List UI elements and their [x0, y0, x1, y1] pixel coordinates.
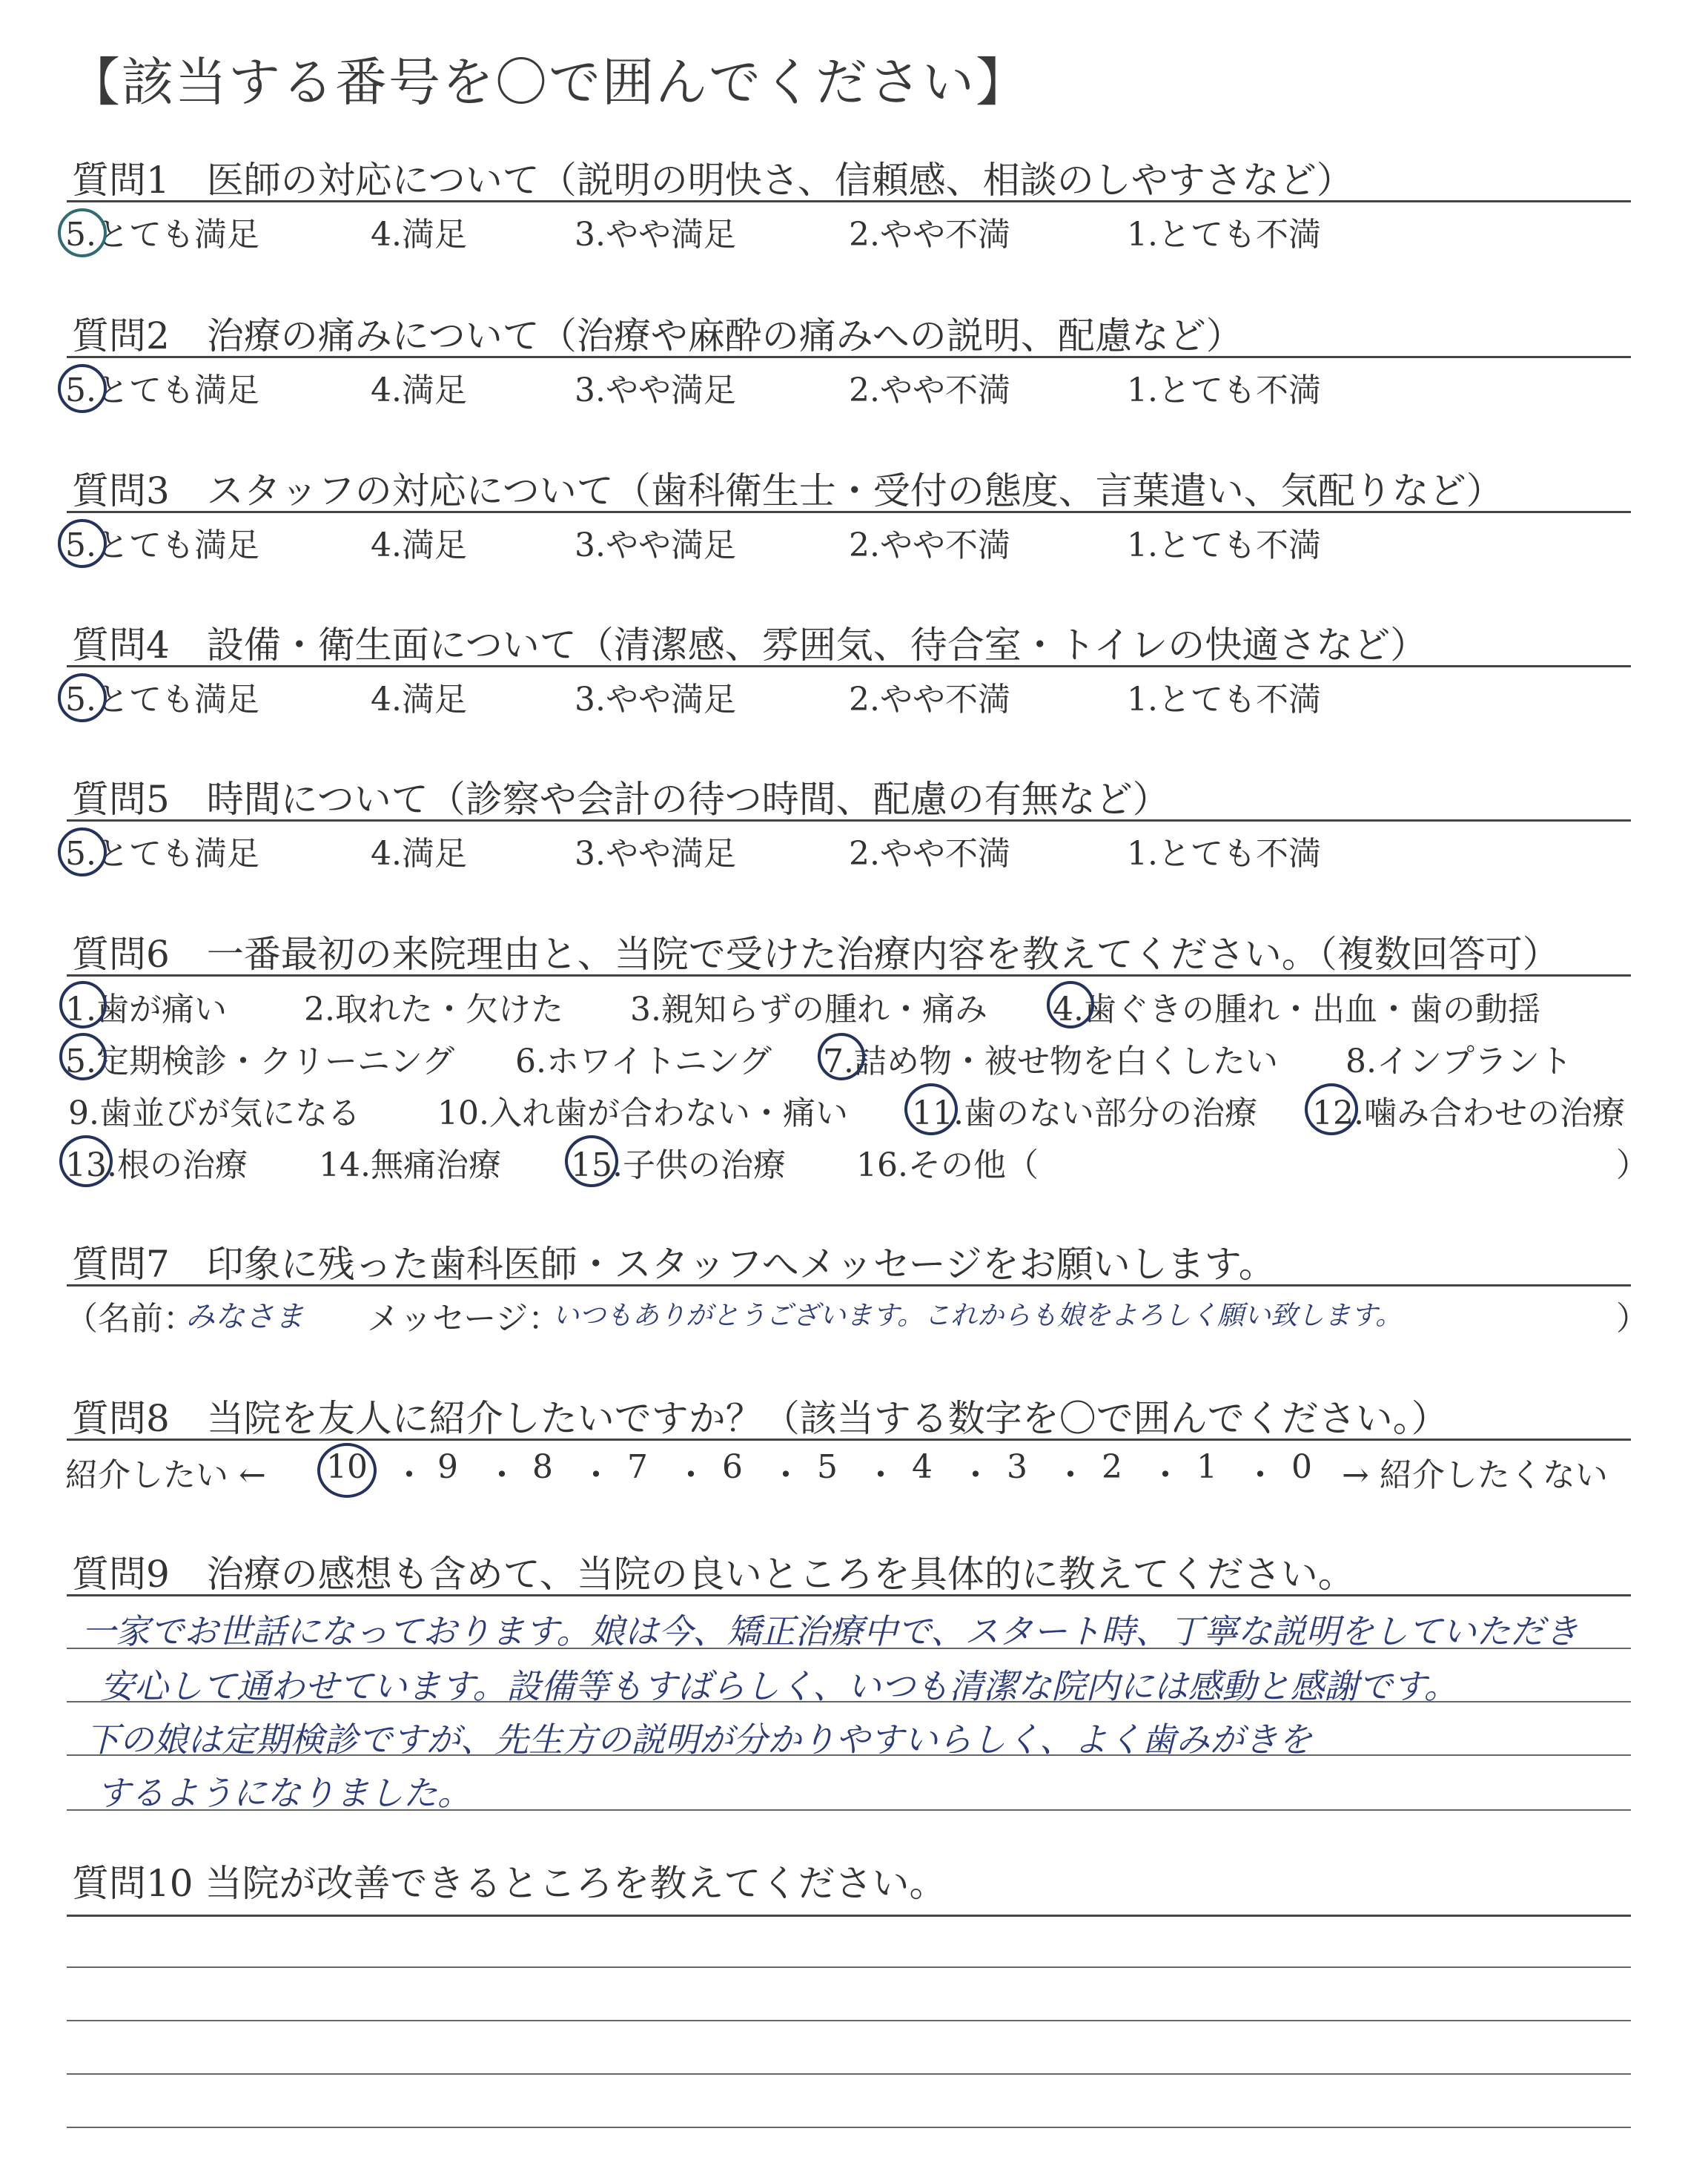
q2-selected-circle	[58, 364, 107, 413]
q3-title: 質問3 スタッフの対応について（歯科衛生士・受付の態度、言葉遣い、気配りなど）	[72, 469, 1503, 512]
q2-option-5[interactable]: 5.とても満足	[65, 371, 259, 409]
q3-selected-circle	[58, 519, 107, 568]
q8-selected-circle	[317, 1443, 377, 1498]
page-title: 【該当する番号を〇で囲んでください】	[68, 52, 1029, 113]
q6-circle-4	[1047, 981, 1094, 1028]
q3-option-5[interactable]: 5.とても満足	[65, 526, 259, 564]
q6-option-9[interactable]: 9.歯並びが気になる	[68, 1094, 360, 1132]
q6-circle-1	[59, 981, 107, 1028]
q3-rule	[67, 511, 1631, 513]
q8-scale-4[interactable]: 4	[912, 1448, 933, 1486]
q6-circle-5	[59, 1033, 107, 1080]
q1-option-1[interactable]: 1.とても不満	[1127, 216, 1321, 254]
q8-right-label: → 紹介したくない	[1342, 1456, 1608, 1494]
q10-rule	[67, 1915, 1631, 1917]
q2-rule	[67, 356, 1631, 358]
q4-option-4[interactable]: 4.満足	[371, 681, 467, 719]
q6-circle-11	[904, 1083, 958, 1135]
q8-scale-1[interactable]: 1	[1196, 1448, 1217, 1486]
q6-option-16[interactable]: 16.その他（	[856, 1146, 1039, 1184]
q5-title: 質問5 時間について（診察や会計の待つ時間、配慮の有無など）	[72, 778, 1170, 821]
q5-option-1[interactable]: 1.とても不満	[1127, 835, 1321, 873]
q8-scale-0[interactable]: 0	[1291, 1448, 1312, 1486]
q6-option-10[interactable]: 10.入れ歯が合わない・痛い	[437, 1094, 848, 1132]
q1-option-3[interactable]: 3.やや満足	[575, 216, 736, 254]
q6-option-1[interactable]: 1.歯が痛い	[65, 991, 227, 1028]
q6-option-13[interactable]: 13.根の治療	[65, 1146, 248, 1184]
q1-option-5[interactable]: 5.とても満足	[65, 216, 259, 254]
q4-selected-circle	[58, 673, 107, 722]
q6-option-15[interactable]: 15.子供の治療	[571, 1146, 786, 1184]
q8-dot: ・	[1244, 1456, 1277, 1494]
q3-option-1[interactable]: 1.とても不満	[1127, 526, 1321, 564]
q6-rule	[67, 974, 1631, 977]
q5-option-4[interactable]: 4.満足	[371, 835, 467, 873]
q9-rule	[67, 1594, 1631, 1596]
q5-selected-circle	[58, 828, 107, 876]
q4-option-5[interactable]: 5.とても満足	[65, 681, 259, 719]
q2-option-4[interactable]: 4.満足	[371, 371, 467, 409]
q2-option-3[interactable]: 3.やや満足	[575, 371, 736, 409]
q7-message-value[interactable]: いつもありがとうございます。これからも娘をよろしく願い致します。	[552, 1301, 1403, 1331]
q6-title: 質問6 一番最初の来院理由と、当院で受けた治療内容を教えてください。（複数回答可）	[72, 933, 1560, 976]
q10-answer-rule	[67, 2127, 1631, 2128]
q1-title: 質問1 医師の対応について（説明の明快さ、信頼感、相談のしやすさなど）	[72, 159, 1354, 202]
q10-answer-rule	[67, 2020, 1631, 2021]
q8-scale-5[interactable]: 5	[817, 1448, 838, 1486]
q7-name-value[interactable]: みなさま	[185, 1300, 304, 1334]
q4-title: 質問4 設備・衛生面について（清潔感、雰囲気、待合室・トイレの快適さなど）	[72, 624, 1428, 667]
q4-option-2[interactable]: 2.やや不満	[849, 681, 1010, 719]
q6-option-14[interactable]: 14.無痛治療	[319, 1146, 501, 1184]
q8-scale-6[interactable]: 6	[722, 1448, 743, 1486]
q6-option-12[interactable]: 12.噛み合わせの治療	[1312, 1094, 1625, 1132]
q9-answer-line-3[interactable]: 下の娘は定期検診ですが、先生方の説明が分かりやすいらしく、よく歯みがきを	[85, 1720, 1313, 1760]
q4-option-3[interactable]: 3.やや満足	[575, 681, 736, 719]
q4-rule	[67, 665, 1631, 667]
q6-option-11[interactable]: 11.歯のない部分の治療	[912, 1094, 1257, 1132]
q8-left-label: 紹介したい ←	[65, 1456, 266, 1494]
q10-title: 質問10 当院が改善できるところを教えてください。	[72, 1862, 947, 1905]
q8-dot: ・	[675, 1456, 707, 1494]
q8-dot: ・	[864, 1456, 897, 1494]
q8-scale-9[interactable]: 9	[437, 1448, 458, 1486]
q9-answer-line-4[interactable]: するようになりました。	[96, 1773, 471, 1813]
q1-option-4[interactable]: 4.満足	[371, 216, 467, 254]
q1-option-2[interactable]: 2.やや不満	[849, 216, 1010, 254]
q7-message-label: メッセージ：	[367, 1300, 561, 1338]
q6-option-6[interactable]: 6.ホワイトニング	[515, 1043, 772, 1080]
q8-dot: ・	[580, 1456, 612, 1494]
q3-option-4[interactable]: 4.満足	[371, 526, 467, 564]
q8-rule	[67, 1439, 1631, 1441]
q6-circle-13	[59, 1135, 113, 1187]
q6-option-5[interactable]: 5.定期検診・クリーニング	[65, 1043, 455, 1080]
q8-dot: ・	[1149, 1456, 1182, 1494]
q6-option-4[interactable]: 4.歯ぐきの腫れ・出血・歯の動揺	[1053, 991, 1540, 1028]
q8-dot: ・	[393, 1456, 426, 1494]
q6-option-7[interactable]: 7.詰め物・被せ物を白くしたい	[823, 1043, 1278, 1080]
q9-answer-line-1[interactable]: 一家でお世話になっております。娘は今、矯正治療中で、スタート時、丁寧な説明をしていただき	[82, 1611, 1579, 1651]
q2-option-2[interactable]: 2.やや不満	[849, 371, 1010, 409]
q8-scale-7[interactable]: 7	[627, 1448, 648, 1486]
q6-option-3[interactable]: 3.親知らずの腫れ・痛み	[630, 991, 987, 1028]
q6-circle-15	[565, 1135, 618, 1187]
q9-title: 質問9 治療の感想も含めて、当院の良いところを具体的に教えてください。	[72, 1553, 1355, 1596]
q6-option-2[interactable]: 2.取れた・欠けた	[304, 991, 563, 1028]
q8-scale-8[interactable]: 8	[532, 1448, 553, 1486]
q10-answer-rule	[67, 2073, 1631, 2075]
q7-rule	[67, 1284, 1631, 1287]
q8-title: 質問8 当院を友人に紹介したいですか？（該当する数字を〇で囲んでください。）	[72, 1397, 1449, 1440]
q5-option-3[interactable]: 3.やや満足	[575, 835, 736, 873]
q1-selected-circle	[58, 208, 107, 257]
q7-title: 質問7 印象に残った歯科医師・スタッフへメッセージをお願いします。	[72, 1243, 1276, 1286]
q8-dot: ・	[1054, 1456, 1087, 1494]
q8-scale-10[interactable]: 10	[326, 1448, 368, 1486]
q2-title: 質問2 治療の痛みについて（治療や麻酔の痛みへの説明、配慮など）	[72, 314, 1243, 357]
q4-option-1[interactable]: 1.とても不満	[1127, 681, 1321, 719]
q8-scale-2[interactable]: 2	[1102, 1448, 1122, 1486]
q6-close-paren: ）	[1616, 1146, 1649, 1184]
q6-option-8[interactable]: 8.インプラント	[1345, 1043, 1572, 1080]
q5-option-5[interactable]: 5.とても満足	[65, 835, 259, 873]
q2-option-1[interactable]: 1.とても不満	[1127, 371, 1321, 409]
q5-option-2[interactable]: 2.やや不満	[849, 835, 1010, 873]
q7-name-label: （名前：	[65, 1300, 196, 1338]
q5-rule	[67, 819, 1631, 822]
q8-dot: ・	[959, 1456, 992, 1494]
q8-dot: ・	[486, 1456, 518, 1494]
q8-dot: ・	[769, 1456, 802, 1494]
q7-close-paren: ）	[1616, 1300, 1649, 1338]
q3-option-2[interactable]: 2.やや不満	[849, 526, 1010, 564]
q8-scale-3[interactable]: 3	[1007, 1448, 1027, 1486]
q6-circle-7	[818, 1033, 865, 1080]
q3-option-3[interactable]: 3.やや満足	[575, 526, 736, 564]
q6-circle-12	[1305, 1083, 1358, 1135]
q10-answer-rule	[67, 1966, 1631, 1968]
q1-rule	[67, 200, 1631, 202]
q9-answer-line-2[interactable]: 安心して通わせています。設備等もすばらしく、いつも清潔な院内には感動と感謝です。	[100, 1666, 1458, 1706]
